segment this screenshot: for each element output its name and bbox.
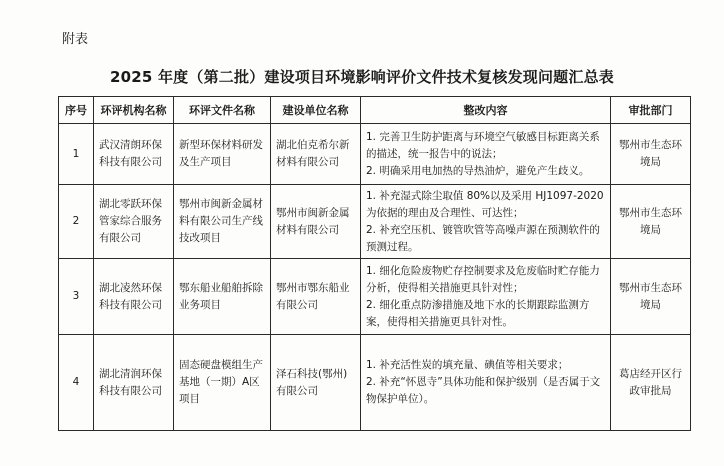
row-agency: 武汉清朗环保科技有限公司 [94, 124, 174, 185]
table-row [59, 124, 691, 185]
content-item: 1. 细化危险废物贮存控制要求及危废临时贮存能力分析，使得相关措施更具针对性； [366, 264, 600, 294]
row-agency: 湖北清润环保科技有限公司 [94, 335, 174, 431]
header-builder: 建设单位名称 [271, 97, 361, 124]
content-item: 1. 补充活性炭的填充量、碘值等相关要求； [366, 359, 569, 371]
content-item: 1. 完善卫生防护距离与环境空气敏感目标距离关系的描述，统一报告中的说法； [366, 130, 600, 160]
header-agency: 环评机构名称 [94, 97, 174, 124]
issues-table [58, 96, 691, 431]
header-department: 审批部门 [611, 97, 691, 124]
row-builder: 鄂州市闽新金属材料有限公司 [271, 185, 361, 259]
row-no: 1 [59, 124, 94, 185]
row-document: 鄂州市闽新金属材料有限公司生产线技改项目 [174, 185, 271, 259]
row-document: 鄂东船业船舶拆除业务项目 [174, 259, 271, 335]
row-agency: 湖北零跃环保管家综合服务有限公司 [94, 185, 174, 259]
row-department: 鄂州市生态环境局 [611, 185, 691, 259]
row-content [361, 185, 611, 259]
content-item: 2. 明确采用电加热的导热油炉，避免产生歧义。 [366, 164, 590, 177]
row-builder: 泽石科技(鄂州)有限公司 [271, 335, 361, 431]
row-content [361, 124, 611, 185]
header-document: 环评文件名称 [174, 97, 271, 124]
content-item: 2. 补充“怀恩寺”具体功能和保护级别（是否属于文物保护单位）。 [366, 376, 601, 405]
table-row [59, 259, 691, 335]
row-agency: 湖北凌然环保科技有限公司 [94, 259, 174, 335]
table-row [59, 185, 691, 259]
row-no: 3 [59, 259, 94, 335]
header-content: 整改内容 [361, 97, 611, 124]
content-item: 2. 补充空压机、镀管吹管等高噪声源在预测软件的预测过程。 [366, 223, 600, 253]
row-no: 4 [59, 335, 94, 431]
table-header-row [59, 97, 691, 124]
row-department: 葛店经开区行政审批局 [611, 335, 691, 431]
content-item: 2. 细化重点防渗措施及地下水的长期跟踪监测方案，使得相关措施更具针对性。 [366, 298, 590, 328]
content-item: 1. 补充湿式除尘取值 80%以及采用 HJ1097-2020 为依据的理由及合理性、可达性； [366, 189, 604, 219]
row-builder: 湖北伯克希尔新材料有限公司 [271, 124, 361, 185]
row-builder: 鄂州市鄂东船业有限公司 [271, 259, 361, 335]
table-row [59, 335, 691, 431]
page-title: 2025 年度（第二批）建设项目环境影响评价文件技术复核发现问题汇总表 [110, 68, 614, 86]
row-department: 鄂州市生态环境局 [611, 259, 691, 335]
annex-label: 附表 [62, 32, 89, 47]
row-content [361, 259, 611, 335]
row-content [361, 335, 611, 431]
header-no: 序号 [59, 97, 94, 124]
row-document: 固态硬盘模组生产基地（一期）A区项目 [174, 335, 271, 431]
row-document: 新型环保材料研发及生产项目 [174, 124, 271, 185]
row-department: 鄂州市生态环境局 [611, 124, 691, 185]
row-no: 2 [59, 185, 94, 259]
